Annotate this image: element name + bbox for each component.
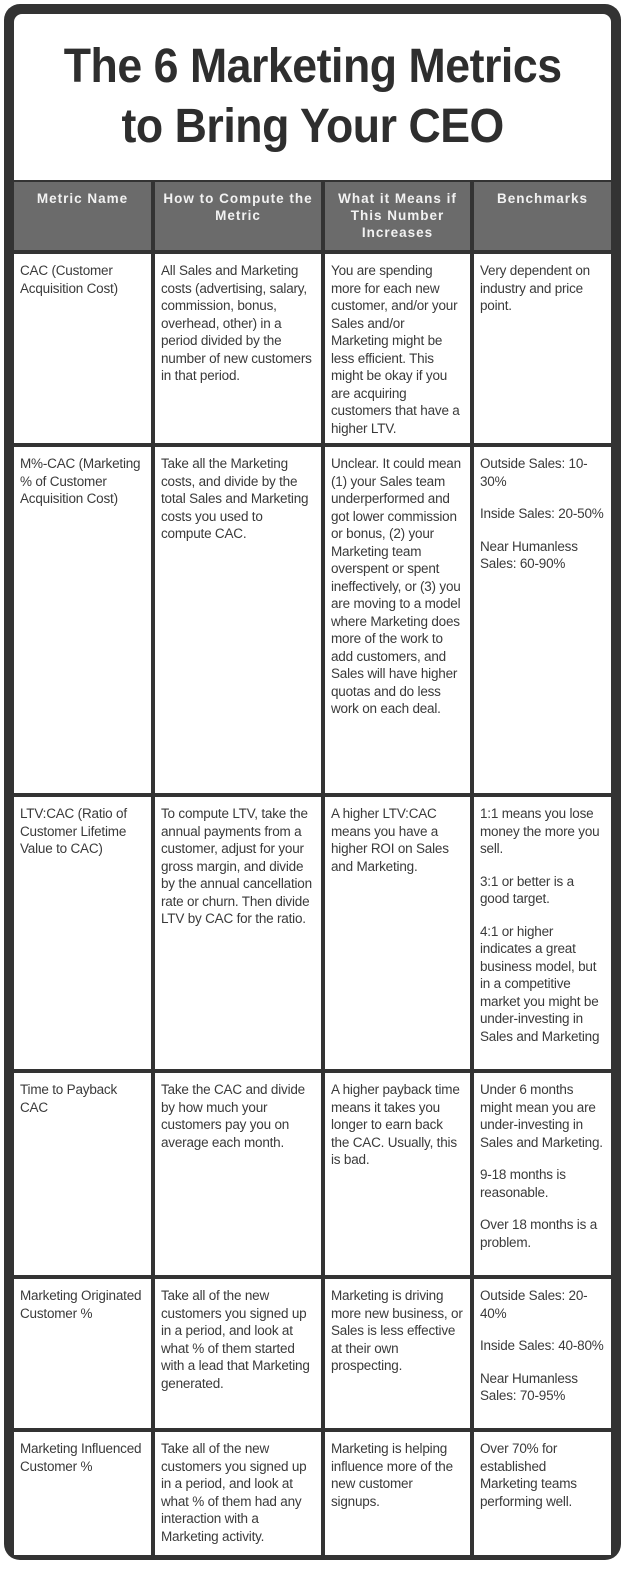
cell-what-it-means: A higher payback time means it takes you longer to earn back the CAC. Usually, this is bad. xyxy=(325,1073,470,1275)
benchmark-item: Near Humanless Sales: 70-95% xyxy=(480,1370,578,1403)
column-header-benchmarks: Benchmarks xyxy=(474,182,611,250)
benchmark-item: Outside Sales: 20-40% xyxy=(480,1288,588,1321)
benchmark-item: 9-18 months is reasonable. xyxy=(480,1167,566,1200)
cell-metric-name: Marketing Influenced Customer % xyxy=(14,1432,151,1555)
infographic-frame xyxy=(4,4,621,1560)
cell-benchmarks xyxy=(474,254,611,443)
benchmark-item: 4:1 or higher indicates a great business model, but in a competitive market you might be under-investing in Sales and Marketing xyxy=(480,923,600,1044)
page-title xyxy=(64,37,562,157)
cell-benchmarks xyxy=(474,1279,611,1428)
benchmark-item: Near Humanless Sales: 60-90% xyxy=(480,538,578,571)
column-header-metric-name: Metric Name xyxy=(14,182,151,250)
benchmark-item: Inside Sales: 20-50% xyxy=(480,506,604,521)
cell-what-it-means: Marketing is driving more new business, or Sales is less effective at their own prospecting. xyxy=(325,1279,470,1428)
cell-how-to-compute: To compute LTV, take the annual payments from a customer, adjust for your gross margin, and divide by the annual cancellation rate or churn. Then divide LTV by CAC for the ratio. xyxy=(155,797,321,1069)
title-line-1: The 6 Marketing Metrics xyxy=(63,40,562,93)
cell-what-it-means: A higher LTV:CAC means you have a higher ROI on Sales and Marketing. xyxy=(325,797,470,1069)
cell-benchmarks xyxy=(474,1073,611,1275)
cell-how-to-compute: Take all of the new customers you signed up in a period, and look at what % of them started with a lead that Marketing generated. xyxy=(155,1279,321,1428)
cell-metric-name: Marketing Originated Customer % xyxy=(14,1279,151,1428)
benchmark-item: Very dependent on industry and price point. xyxy=(480,263,590,313)
benchmark-item: Under 6 months might mean you are under-investing in Sales and Marketing. xyxy=(480,1082,603,1150)
benchmark-item: Outside Sales: 10-30% xyxy=(480,456,588,489)
cell-how-to-compute: Take all of the new customers you signed up in a period, and look at what % of them had any interaction with a Marketing activity. xyxy=(155,1432,321,1555)
cell-how-to-compute: All Sales and Marketing costs (advertising, salary, commission, bonus, overhead, other) in a period divided by the number of new customers in that period. xyxy=(155,254,321,443)
cell-what-it-means: You are spending more for each new customer, and/or your Sales and/or Marketing might be less efficient. This might be okay if you are acquiring customers that have a higher LTV. xyxy=(325,254,470,443)
cell-benchmarks xyxy=(474,447,611,793)
cell-metric-name: Time to Payback CAC xyxy=(14,1073,151,1275)
cell-how-to-compute: Take all the Marketing costs, and divide by the total Sales and Marketing costs you used to compute CAC. xyxy=(155,447,321,793)
benchmark-item: Over 18 months is a problem. xyxy=(480,1217,598,1250)
cell-metric-name: LTV:CAC (Ratio of Customer Lifetime Value to CAC) xyxy=(14,797,151,1069)
cell-metric-name: M%-CAC (Marketing % of Customer Acquisition Cost) xyxy=(14,447,151,793)
cell-benchmarks xyxy=(474,797,611,1069)
cell-benchmarks xyxy=(474,1432,611,1555)
cell-what-it-means: Marketing is helping influence more of the new customer signups. xyxy=(325,1432,470,1555)
title-box xyxy=(14,14,611,180)
benchmark-item: Over 70% for established Marketing teams performing well. xyxy=(480,1441,577,1509)
column-header-what-it-means: What it Means if This Number Increases xyxy=(325,182,470,250)
cell-metric-name: CAC (Customer Acquisition Cost) xyxy=(14,254,151,443)
cell-how-to-compute: Take the CAC and divide by how much your customers pay you on average each month. xyxy=(155,1073,321,1275)
benchmark-item: 3:1 or better is a good target. xyxy=(480,873,574,906)
benchmark-item: 1:1 means you lose money the more you sell. xyxy=(480,806,600,856)
title-line-2: to Bring Your CEO xyxy=(121,100,504,153)
cell-what-it-means: Unclear. It could mean (1) your Sales team underperformed and got lower commission or bonus, (2) your Marketing team overspent or spent ineffectively, or (3) you are moving to a model where Marketing does more of the work to add customers, and Sales will have higher quotas and do less work on each deal. xyxy=(325,447,470,793)
column-header-how-to-compute: How to Compute the Metric xyxy=(155,182,321,250)
metrics-table xyxy=(14,182,611,1555)
benchmark-item: Inside Sales: 40-80% xyxy=(480,1338,604,1353)
